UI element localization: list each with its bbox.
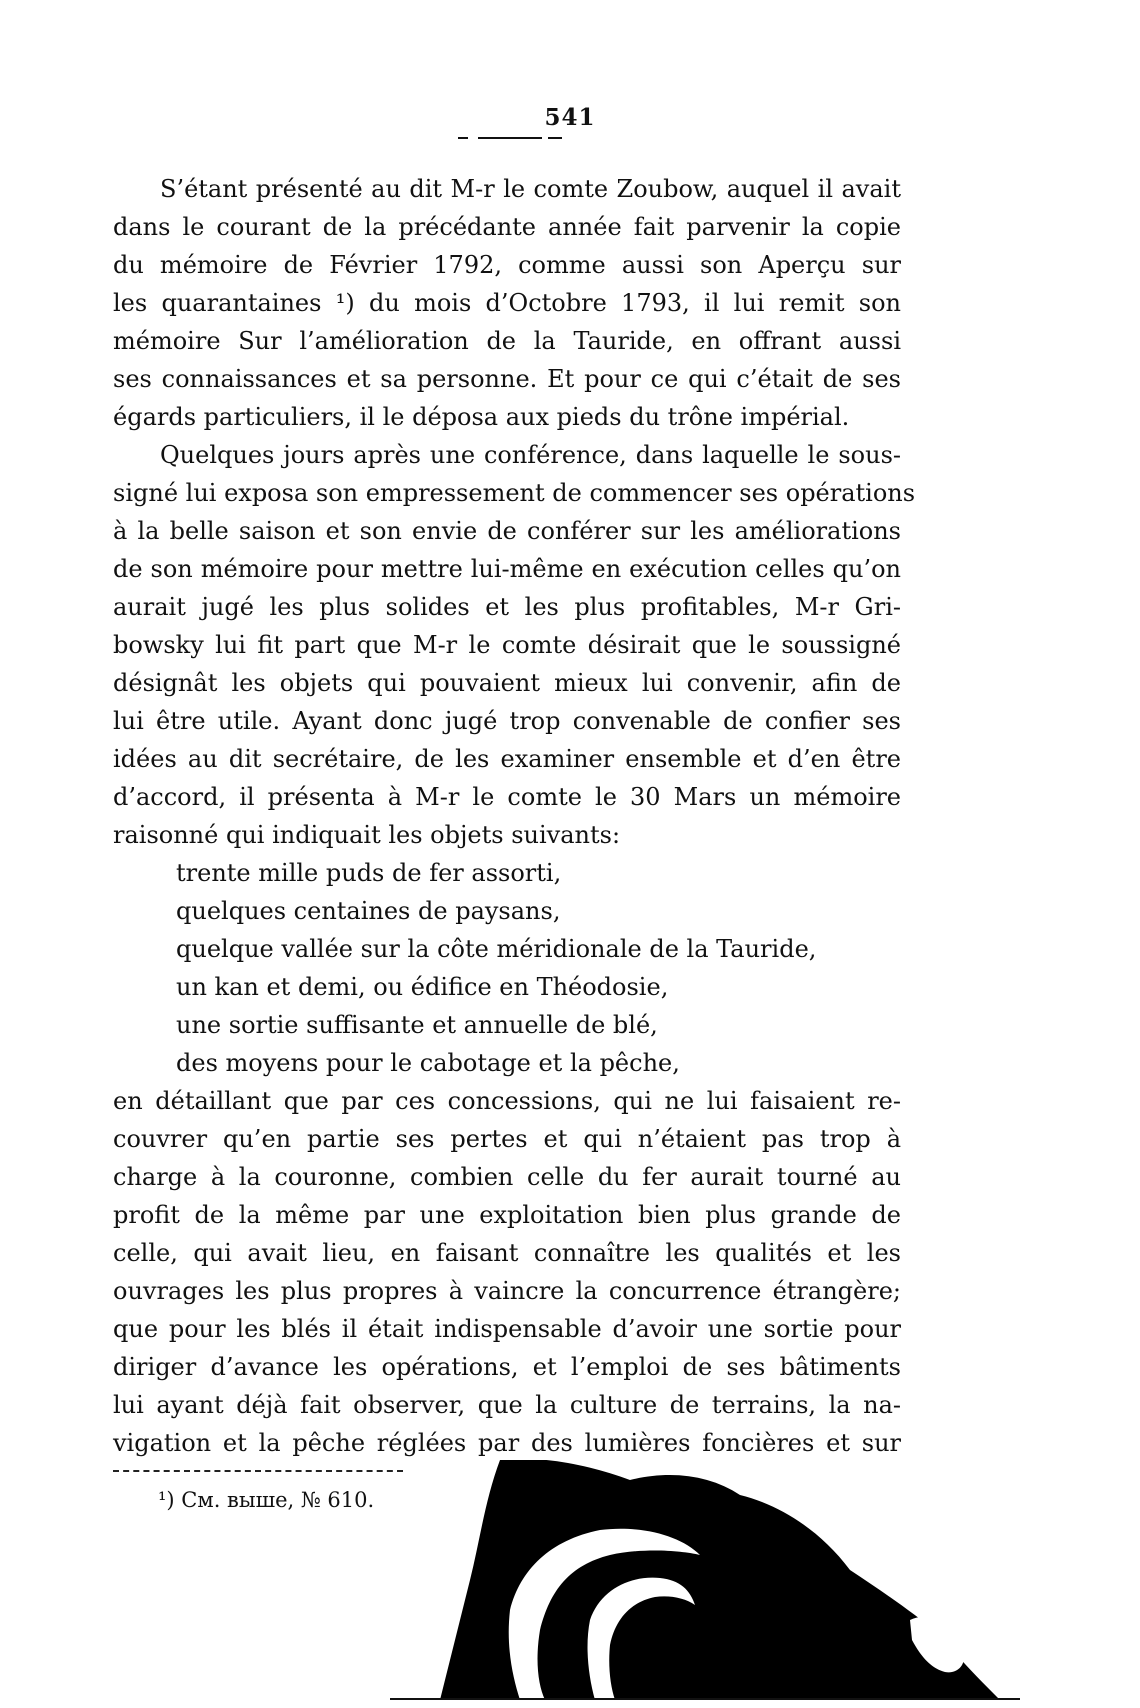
text-line: les quarantaines ¹) du mois d’Octobre 1793, il lui remit son [113, 289, 901, 317]
ink-blot-image [440, 1460, 1040, 1700]
footnote-separator [113, 1470, 403, 1472]
text-line: quelque vallée sur la côte méridionale de la Tauride, [176, 935, 817, 963]
page-number: 541 [544, 104, 596, 131]
text-line: que pour les blés il était indispensable d’avoir une sortie pour [113, 1315, 901, 1343]
text-line: trente mille puds de fer assorti, [176, 859, 562, 887]
text-line: aurait jugé les plus solides et les plus profitables, M-r Gri- [113, 593, 901, 621]
text-line: charge à la couronne, combien celle du fer aurait tourné au [113, 1163, 901, 1191]
text-line: d’accord, il présenta à M-r le comte le 30 Mars un mémoire [113, 783, 901, 811]
body-text [113, 170, 916, 1462]
text-line: signé lui exposa son empressement de commencer ses opérations [113, 479, 916, 507]
text-line: Quelques jours après une conférence, dans laquelle le sous- [160, 441, 901, 469]
text-line: du mémoire de Février 1792, comme aussi son Aperçu sur [113, 251, 901, 279]
text-line: quelques centaines de paysans, [176, 897, 561, 925]
text-line: une sortie suffisante et annuelle de blé, [176, 1011, 658, 1039]
text-line: diriger d’avance les opérations, et l’emploi de ses bâtiments [113, 1353, 901, 1381]
text-line: vigation et la pêche réglées par des lumières foncières et sur [113, 1429, 901, 1457]
page-number-rule-left [458, 137, 468, 139]
footnote: ¹) См. выше, № 610. [158, 1488, 375, 1512]
text-line: couvrer qu’en partie ses pertes et qui n’étaient pas trop à [113, 1125, 901, 1153]
text-line: lui ayant déjà fait observer, que la culture de terrains, la na- [113, 1391, 901, 1419]
text-line: raisonné qui indiquait les objets suivants: [113, 821, 621, 849]
text-line: en détaillant que par ces concessions, qui ne lui faisaient re- [113, 1087, 901, 1115]
text-line: égards particuliers, il le déposa aux pieds du trône impérial. [113, 403, 850, 431]
text-line: ses connaissances et sa personne. Et pour ce qui c’était de ses [113, 365, 901, 393]
text-line: dans le courant de la précédante année fait parvenir la copie [113, 213, 901, 241]
text-line: bowsky lui fit part que M-r le comte désirait que le soussigné [113, 631, 901, 659]
text-line: à la belle saison et son envie de conférer sur les améliorations [113, 517, 901, 545]
text-line: mémoire Sur l’amélioration de la Tauride, en offrant aussi [113, 327, 901, 355]
text-line: désignât les objets qui pouvaient mieux lui convenir, afin de [113, 669, 901, 697]
text-line: S’étant présenté au dit M-r le comte Zoubow, auquel il avait [160, 175, 901, 203]
page-number-rule-right [548, 137, 562, 139]
text-line: celle, qui avait lieu, en faisant connaître les qualités et les [113, 1239, 901, 1267]
text-line: idées au dit secrétaire, de les examiner ensemble et d’en être [113, 745, 901, 773]
text-line: des moyens pour le cabotage et la pêche, [176, 1049, 680, 1077]
text-line: lui être utile. Ayant donc jugé trop convenable de confier ses [113, 707, 901, 735]
scan-bottom-rule [390, 1698, 1020, 1700]
text-line: profit de la même par une exploitation bien plus grande de [113, 1201, 901, 1229]
text-line: de son mémoire pour mettre lui-même en exécution celles qu’on [113, 555, 901, 583]
text-line: un kan et demi, ou édifice en Théodosie, [176, 973, 669, 1001]
text-line: ouvrages les plus propres à vaincre la concurrence étrangère; [113, 1277, 901, 1305]
page-number-rule [478, 137, 542, 139]
